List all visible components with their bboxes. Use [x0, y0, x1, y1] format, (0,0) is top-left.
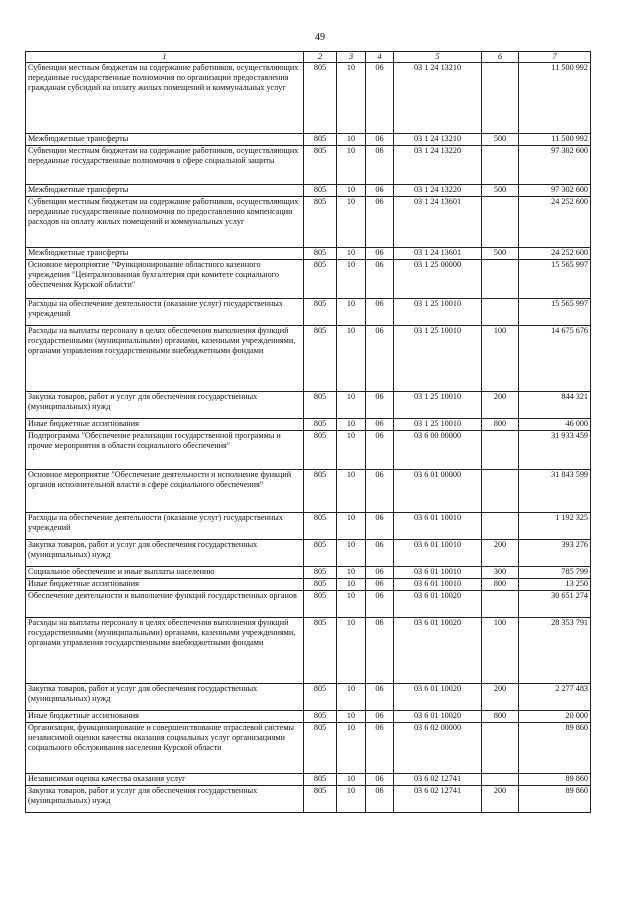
amount-cell: 393 276 [519, 540, 591, 567]
target-article-code-cell: 03 6 01 10010 [394, 567, 482, 579]
table-row [26, 134, 591, 146]
expenditure-name-cell: Закупка товаров, работ и услуг для обеспечения государственных (муниципальных) нужд [26, 392, 304, 419]
ministry-code-cell: 805 [304, 134, 337, 146]
subsection-code-cell: 06 [366, 197, 394, 248]
expenditure-name-cell: Закупка товаров, работ и услуг для обеспечения государственных (муниципальных) нужд [26, 786, 304, 813]
subsection-code-cell: 06 [366, 540, 394, 567]
header-col-2: 2 [304, 52, 337, 63]
amount-cell: 30 651 274 [519, 591, 591, 618]
target-article-code-cell: 03 6 02 00000 [394, 723, 482, 774]
subsection-code-cell: 06 [366, 392, 394, 419]
expense-type-code-cell: 200 [482, 392, 519, 419]
ministry-code-cell: 805 [304, 299, 337, 326]
section-code-cell: 10 [337, 591, 366, 618]
expense-type-code-cell [482, 513, 519, 540]
ministry-code-cell: 805 [304, 711, 337, 723]
subsection-code-cell: 06 [366, 774, 394, 786]
section-code-cell: 10 [337, 786, 366, 813]
expense-type-code-cell [482, 470, 519, 513]
amount-cell: 785 799 [519, 567, 591, 579]
subsection-code-cell: 06 [366, 470, 394, 513]
target-article-code-cell: 03 6 01 10010 [394, 579, 482, 591]
section-code-cell: 10 [337, 711, 366, 723]
target-article-code-cell: 03 1 24 13220 [394, 146, 482, 185]
amount-cell: 24 252 600 [519, 197, 591, 248]
amount-cell: 2 277 483 [519, 684, 591, 711]
subsection-code-cell: 06 [366, 567, 394, 579]
expense-type-code-cell [482, 197, 519, 248]
expense-type-code-cell [482, 146, 519, 185]
section-code-cell: 10 [337, 618, 366, 684]
subsection-code-cell: 06 [366, 684, 394, 711]
section-code-cell: 10 [337, 431, 366, 470]
table-row [26, 299, 591, 326]
table-body [26, 63, 591, 813]
subsection-code-cell: 06 [366, 326, 394, 392]
amount-cell: 15 565 997 [519, 299, 591, 326]
subsection-code-cell: 06 [366, 146, 394, 185]
amount-cell: 31 933 459 [519, 431, 591, 470]
amount-cell: 11 500 992 [519, 134, 591, 146]
header-col-6: 6 [482, 52, 519, 63]
expenditure-name-cell: Расходы на выплаты персоналу в целях обеспечения выполнения функций государственными (муниципальными) органами, казенными учреждениями, органами управления государственными внебюджетными фондами [26, 326, 304, 392]
header-col-1: 1 [26, 52, 304, 63]
expenditure-name-cell: Обеспечение деятельности и выполнение функций государственных органов [26, 591, 304, 618]
ministry-code-cell: 805 [304, 774, 337, 786]
target-article-code-cell: 03 1 24 13601 [394, 197, 482, 248]
expense-type-code-cell: 800 [482, 711, 519, 723]
section-code-cell: 10 [337, 260, 366, 299]
target-article-code-cell: 03 6 02 12741 [394, 786, 482, 813]
target-article-code-cell: 03 1 24 13210 [394, 134, 482, 146]
amount-cell: 11 500 992 [519, 63, 591, 134]
expense-type-code-cell [482, 591, 519, 618]
subsection-code-cell: 06 [366, 248, 394, 260]
amount-cell: 89 860 [519, 774, 591, 786]
ministry-code-cell: 805 [304, 540, 337, 567]
table-row [26, 326, 591, 392]
amount-cell: 1 192 325 [519, 513, 591, 540]
expenditure-name-cell: Расходы на выплаты персоналу в целях обеспечения выполнения функций государственными (муниципальными) органами, казенными учреждениями, органами управления государственными внебюджетными фондами [26, 618, 304, 684]
ministry-code-cell: 805 [304, 63, 337, 134]
amount-cell: 28 353 791 [519, 618, 591, 684]
amount-cell: 31 843 599 [519, 470, 591, 513]
ministry-code-cell: 805 [304, 567, 337, 579]
target-article-code-cell: 03 1 24 13220 [394, 185, 482, 197]
expenditure-name-cell: Субвенции местным бюджетам на содержание работников, осуществляющих переданные государственные полномочия по предоставлению компенсации расходов на оплату жилых помещений и коммунальных услуг [26, 197, 304, 248]
expense-type-code-cell [482, 723, 519, 774]
section-code-cell: 10 [337, 326, 366, 392]
amount-cell: 844 321 [519, 392, 591, 419]
expenditure-name-cell: Основное мероприятие "Функционирование областного казенного учреждения "Централизованная бухгалтерия при комитете социального обеспечения Курской области" [26, 260, 304, 299]
header-col-5: 5 [394, 52, 482, 63]
target-article-code-cell: 03 6 01 10010 [394, 513, 482, 540]
ministry-code-cell: 805 [304, 326, 337, 392]
ministry-code-cell: 805 [304, 786, 337, 813]
section-code-cell: 10 [337, 248, 366, 260]
expenditure-name-cell: Независимая оценка качества оказания услуг [26, 774, 304, 786]
expenditure-name-cell: Иные бюджетные ассигнования [26, 711, 304, 723]
table-row [26, 618, 591, 684]
subsection-code-cell: 06 [366, 185, 394, 197]
ministry-code-cell: 805 [304, 146, 337, 185]
section-code-cell: 10 [337, 185, 366, 197]
expenditure-name-cell: Расходы на обеспечение деятельности (оказание услуг) государственных учреждений [26, 513, 304, 540]
subsection-code-cell: 06 [366, 513, 394, 540]
amount-cell: 97 302 600 [519, 185, 591, 197]
amount-cell: 13 250 [519, 579, 591, 591]
table-row [26, 513, 591, 540]
section-code-cell: 10 [337, 197, 366, 248]
table-row [26, 684, 591, 711]
section-code-cell: 10 [337, 567, 366, 579]
target-article-code-cell: 03 1 24 13210 [394, 63, 482, 134]
expenditure-name-cell: Иные бюджетные ассигнования [26, 419, 304, 431]
table-row [26, 591, 591, 618]
section-code-cell: 10 [337, 134, 366, 146]
ministry-code-cell: 805 [304, 470, 337, 513]
section-code-cell: 10 [337, 579, 366, 591]
expense-type-code-cell: 500 [482, 185, 519, 197]
ministry-code-cell: 805 [304, 392, 337, 419]
ministry-code-cell: 805 [304, 431, 337, 470]
table-row [26, 723, 591, 774]
table-row [26, 711, 591, 723]
amount-cell: 97 302 600 [519, 146, 591, 185]
table-row [26, 197, 591, 248]
section-code-cell: 10 [337, 299, 366, 326]
target-article-code-cell: 03 6 02 12741 [394, 774, 482, 786]
ministry-code-cell: 805 [304, 684, 337, 711]
expenditure-name-cell: Межбюджетные трансферты [26, 248, 304, 260]
subsection-code-cell: 06 [366, 786, 394, 813]
subsection-code-cell: 06 [366, 723, 394, 774]
ministry-code-cell: 805 [304, 419, 337, 431]
ministry-code-cell: 805 [304, 260, 337, 299]
expense-type-code-cell: 200 [482, 540, 519, 567]
expense-type-code-cell: 300 [482, 567, 519, 579]
subsection-code-cell: 06 [366, 579, 394, 591]
section-code-cell: 10 [337, 419, 366, 431]
table-row [26, 63, 591, 134]
target-article-code-cell: 03 1 24 13601 [394, 248, 482, 260]
ministry-code-cell: 805 [304, 197, 337, 248]
subsection-code-cell: 06 [366, 63, 394, 134]
table-row [26, 392, 591, 419]
subsection-code-cell: 06 [366, 618, 394, 684]
expenditure-name-cell: Подпрограмма "Обеспечение реализации государственной программы и прочие мероприятия в области социального обеспечения" [26, 431, 304, 470]
expense-type-code-cell [482, 260, 519, 299]
table-row [26, 470, 591, 513]
table-row [26, 431, 591, 470]
subsection-code-cell: 06 [366, 260, 394, 299]
amount-cell: 20 000 [519, 711, 591, 723]
section-code-cell: 10 [337, 470, 366, 513]
ministry-code-cell: 805 [304, 579, 337, 591]
table-row [26, 540, 591, 567]
header-col-4: 4 [366, 52, 394, 63]
expenditure-name-cell: Иные бюджетные ассигнования [26, 579, 304, 591]
expenditure-name-cell: Закупка товаров, работ и услуг для обеспечения государственных (муниципальных) нужд [26, 684, 304, 711]
expenditure-name-cell: Межбюджетные трансферты [26, 185, 304, 197]
header-col-7: 7 [519, 52, 591, 63]
target-article-code-cell: 03 6 01 10020 [394, 711, 482, 723]
expense-type-code-cell [482, 299, 519, 326]
section-code-cell: 10 [337, 513, 366, 540]
expenditure-name-cell: Закупка товаров, работ и услуг для обеспечения государственных (муниципальных) нужд [26, 540, 304, 567]
section-code-cell: 10 [337, 684, 366, 711]
subsection-code-cell: 06 [366, 419, 394, 431]
expense-type-code-cell: 500 [482, 248, 519, 260]
target-article-code-cell: 03 1 25 10010 [394, 299, 482, 326]
amount-cell: 15 565 997 [519, 260, 591, 299]
expense-type-code-cell: 500 [482, 134, 519, 146]
header-row [26, 52, 591, 63]
target-article-code-cell: 03 6 01 10020 [394, 618, 482, 684]
expenditure-name-cell: Субвенции местным бюджетам на содержание работников, осуществляющих переданные государственные полномочия по организации предоставления гражданам субсидий на оплату жилых помещений и коммунальных услуг [26, 63, 304, 134]
table-row [26, 774, 591, 786]
target-article-code-cell: 03 1 25 10010 [394, 419, 482, 431]
expenditure-name-cell: Расходы на обеспечение деятельности (оказание услуг) государственных учреждений [26, 299, 304, 326]
target-article-code-cell: 03 6 01 00000 [394, 470, 482, 513]
ministry-code-cell: 805 [304, 248, 337, 260]
header-col-3: 3 [337, 52, 366, 63]
section-code-cell: 10 [337, 146, 366, 185]
table-row [26, 567, 591, 579]
expense-type-code-cell: 200 [482, 786, 519, 813]
ministry-code-cell: 805 [304, 618, 337, 684]
expenditure-name-cell: Социальное обеспечение и иные выплаты населению [26, 567, 304, 579]
expenditure-name-cell: Субвенции местным бюджетам на содержание работников, осуществляющих переданные государственные полномочия в сфере социальной защиты [26, 146, 304, 185]
table-row [26, 146, 591, 185]
subsection-code-cell: 06 [366, 431, 394, 470]
expenditure-name-cell: Основное мероприятие "Обеспечение деятельности и исполнение функций органов исполнительной власти в сфере социального обеспечения" [26, 470, 304, 513]
subsection-code-cell: 06 [366, 711, 394, 723]
ministry-code-cell: 805 [304, 591, 337, 618]
table-header [26, 52, 591, 63]
target-article-code-cell: 03 1 25 10010 [394, 392, 482, 419]
expenditure-name-cell: Межбюджетные трансферты [26, 134, 304, 146]
amount-cell: 89 860 [519, 723, 591, 774]
table-row [26, 786, 591, 813]
expense-type-code-cell: 800 [482, 419, 519, 431]
target-article-code-cell: 03 6 01 10010 [394, 540, 482, 567]
ministry-code-cell: 805 [304, 513, 337, 540]
table-row [26, 260, 591, 299]
ministry-code-cell: 805 [304, 185, 337, 197]
expense-type-code-cell [482, 63, 519, 134]
target-article-code-cell: 03 6 01 10020 [394, 684, 482, 711]
subsection-code-cell: 06 [366, 591, 394, 618]
amount-cell: 14 675 676 [519, 326, 591, 392]
section-code-cell: 10 [337, 723, 366, 774]
amount-cell: 89 860 [519, 786, 591, 813]
budget-table [25, 51, 591, 813]
amount-cell: 24 252 600 [519, 248, 591, 260]
expenditure-name-cell: Организация, функционирование и совершенствование отраслевой системы независимой оценки качества оказания социальных услуг организациями социального обслуживания населения Курской области [26, 723, 304, 774]
target-article-code-cell: 03 1 25 00000 [394, 260, 482, 299]
table-row [26, 185, 591, 197]
expense-type-code-cell [482, 431, 519, 470]
target-article-code-cell: 03 6 01 10020 [394, 591, 482, 618]
section-code-cell: 10 [337, 774, 366, 786]
expense-type-code-cell: 100 [482, 326, 519, 392]
target-article-code-cell: 03 1 25 10010 [394, 326, 482, 392]
table-row [26, 248, 591, 260]
section-code-cell: 10 [337, 63, 366, 134]
table-row [26, 419, 591, 431]
amount-cell: 46 000 [519, 419, 591, 431]
expense-type-code-cell: 800 [482, 579, 519, 591]
page-number: 49 [315, 32, 325, 43]
section-code-cell: 10 [337, 392, 366, 419]
expense-type-code-cell: 100 [482, 618, 519, 684]
subsection-code-cell: 06 [366, 134, 394, 146]
ministry-code-cell: 805 [304, 723, 337, 774]
table-row [26, 579, 591, 591]
section-code-cell: 10 [337, 540, 366, 567]
expense-type-code-cell: 200 [482, 684, 519, 711]
expense-type-code-cell [482, 774, 519, 786]
target-article-code-cell: 03 6 00 00000 [394, 431, 482, 470]
subsection-code-cell: 06 [366, 299, 394, 326]
